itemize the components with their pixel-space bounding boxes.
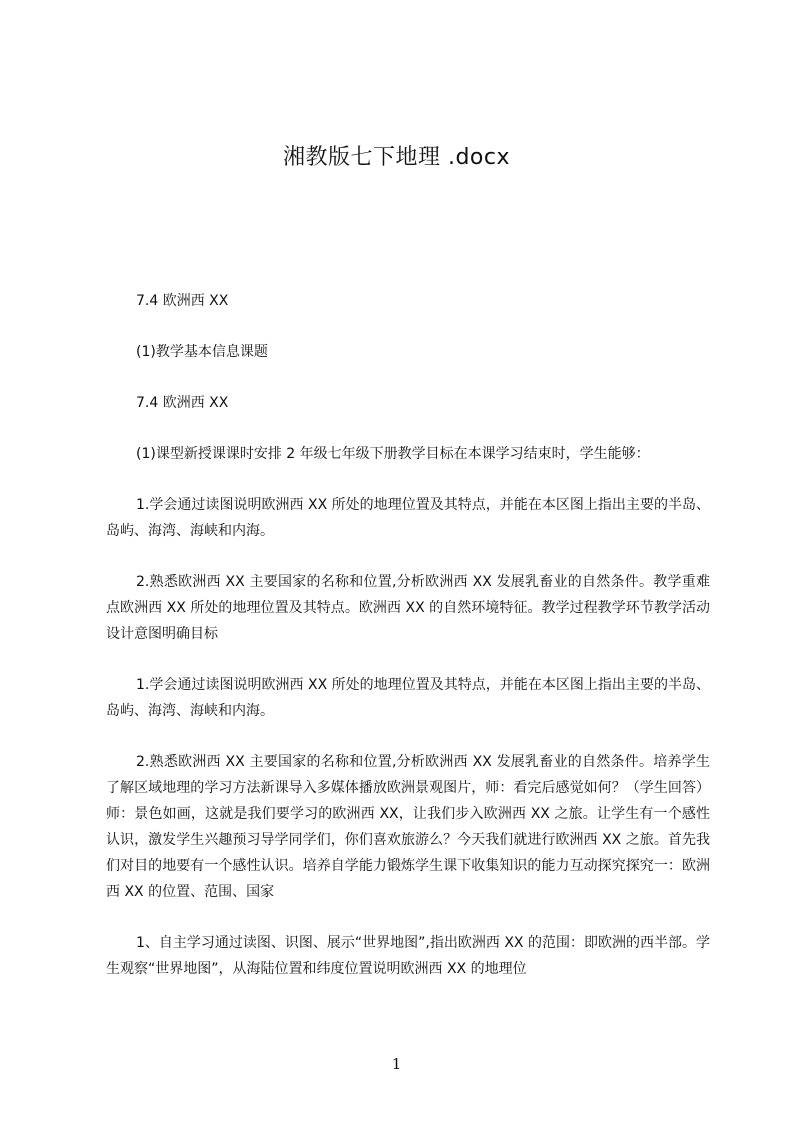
- document-title: 湘教版七下地理 .docx: [282, 145, 511, 170]
- paragraph-self-study: 1、自主学习通过读图、识图、展示“世界地图”,指出欧洲西 XX 的范围：即欧洲的西半部。学生观察“世界地图”，从海陆位置和纬度位置说明欧洲西 XX 的地理位: [106, 935, 710, 977]
- page-number: 1: [391, 1055, 402, 1073]
- paragraph-lesson-title-repeat: 7.4 欧洲西 XX: [136, 395, 229, 411]
- paragraph-objective-2: 2.熟悉欧洲西 XX 主要国家的名称和位置,分析欧洲西 XX 发展乳畜业的自然条件。教学重难点欧洲西 XX 所处的地理位置及其特点。欧洲西 XX 的自然环境特征。教学过程教学环节教学活动设计意图明确目标: [106, 574, 710, 642]
- paragraph-lesson-title: 7.4 欧洲西 XX: [136, 293, 229, 309]
- paragraph-basic-info: (1)教学基本信息课题: [136, 344, 268, 360]
- paragraph-objective-1: 1.学会通过读图说明欧洲西 XX 所处的地理位置及其特点，并能在本区图上指出主要的半岛、岛屿、海湾、海峡和内海。: [106, 497, 710, 539]
- paragraph-objective-2-extended: 2.熟悉欧洲西 XX 主要国家的名称和位置,分析欧洲西 XX 发展乳畜业的自然条件。培养学生了解区域地理的学习方法新课导入多媒体播放欧洲景观图片，师：看完后感觉如何？（学生回答）师：景色如画，这就是我们要学习的欧洲西 XX，让我们步入欧洲西 XX 之旅。让学生有一个感性认识，激发学生兴趣预习导学同学们，你们喜欢旅游么？今天我们就进行欧洲西 XX 之旅。首先我们对目的地要有一个感性认识。培养自学能力锻炼学生课下收集知识的能力互动探究探究一：欧洲西 XX 的位置、范围、国家: [106, 754, 710, 900]
- paragraph-objective-1-repeat: 1.学会通过读图说明欧洲西 XX 所处的地理位置及其特点，并能在本区图上指出主要的半岛、岛屿、海湾、海峡和内海。: [106, 677, 710, 719]
- paragraph-course-type: (1)课型新授课课时安排 2 年级七年级下册教学目标在本课学习结束时，学生能够：: [136, 446, 650, 462]
- document-body: [106, 288, 710, 1007]
